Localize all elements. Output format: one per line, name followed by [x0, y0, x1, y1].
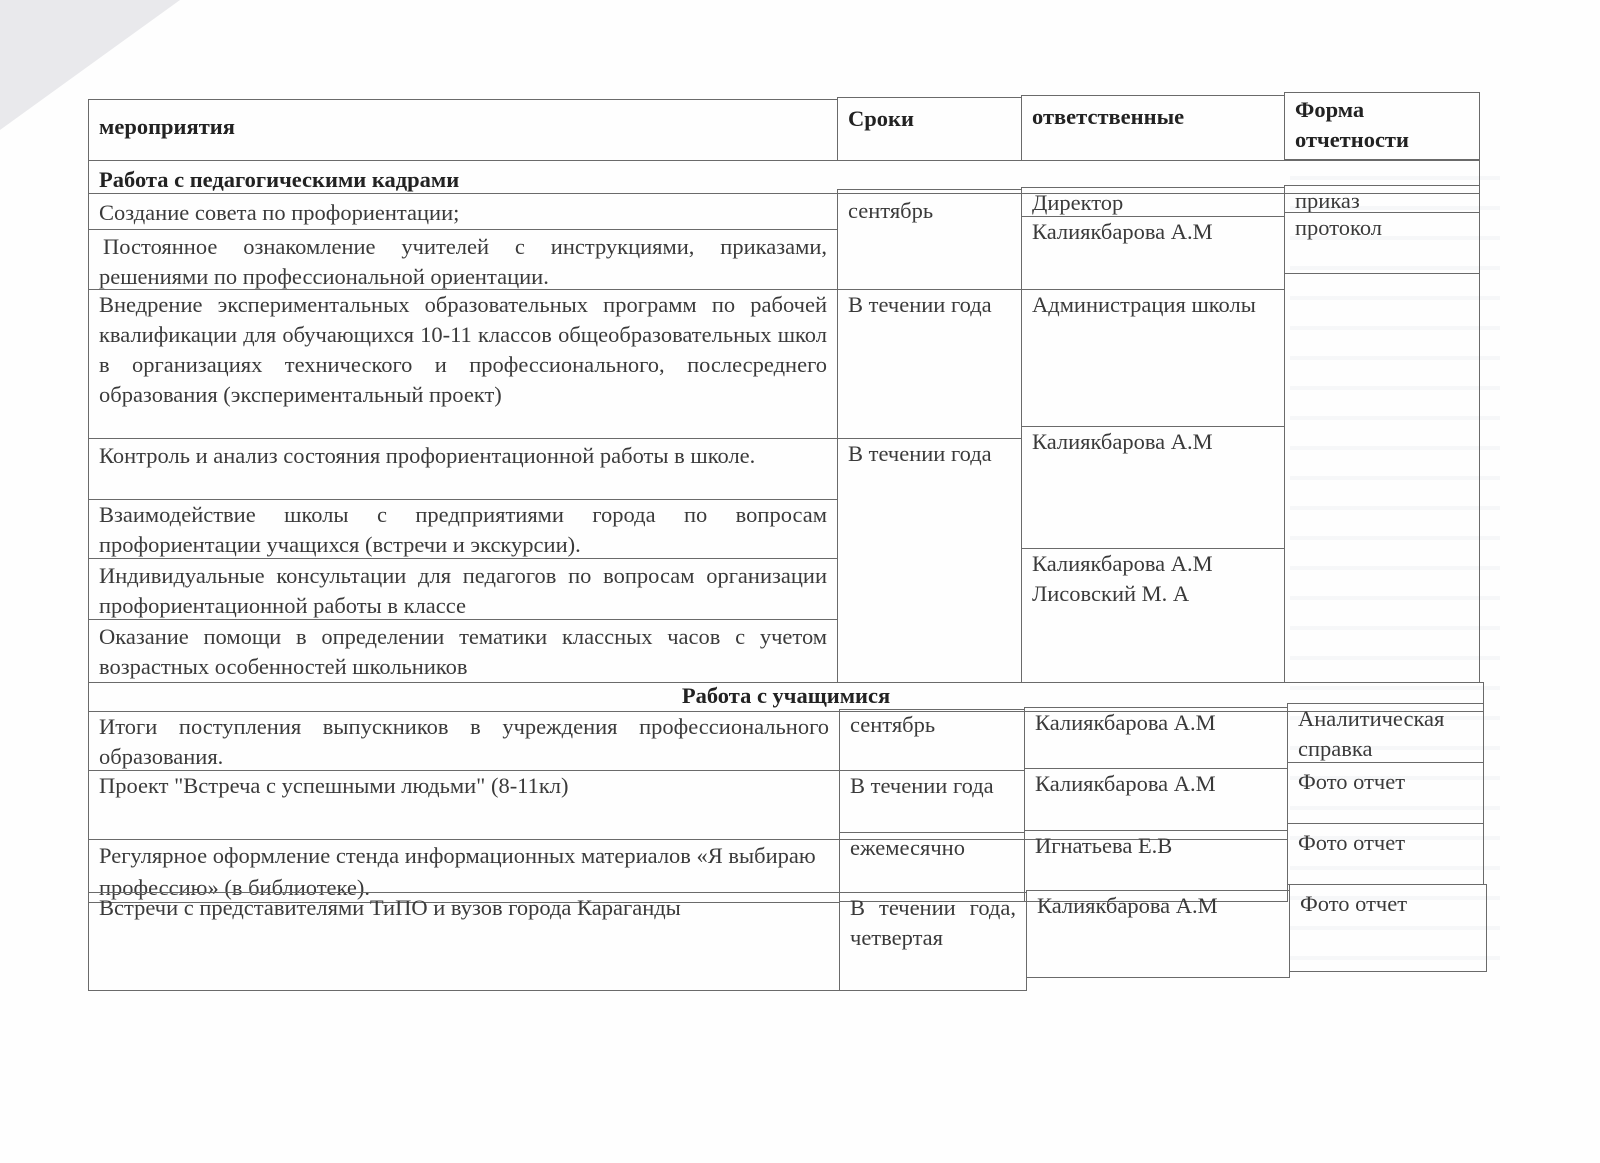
report-cell: Фото отчет: [1289, 884, 1487, 972]
event-row: Оказание помощи в определении тематики классных часов с учетом возрастных особенностей школьников: [88, 619, 838, 683]
header-report-form: Форма отчетности: [1284, 92, 1480, 160]
event-row: Регулярное оформление стенда информационных материалов «Я выбираю профессию» (в библиотеке).: [88, 839, 840, 903]
responsible-name: Калиякбарова А.М: [1032, 551, 1213, 576]
responsible-cell: Директор: [1021, 187, 1285, 217]
responsible-cell: Калиякбарова А.М: [1024, 707, 1288, 769]
event-row: Итоги поступления выпускников в учреждения профессионального образования.: [88, 711, 840, 771]
report-cell: Аналитическая справка: [1287, 703, 1484, 763]
event-row: Проект "Встреча с успешными людьми" (8-11кл): [88, 770, 840, 840]
section-title-teachers: Работа с педагогическими кадрами: [88, 160, 1480, 194]
event-row: Создание совета по профориентации;: [88, 193, 838, 230]
report-cell: Фото отчет: [1287, 823, 1484, 885]
responsible-name: Лисовский М. А: [1032, 581, 1190, 606]
term-cell: сентябрь: [839, 709, 1025, 771]
report-cell: приказ: [1284, 185, 1480, 213]
header-events: мероприятия: [88, 99, 838, 161]
event-row: Встречи с представителями ТиПО и вузов города Караганды: [88, 892, 840, 991]
report-cell-empty: [1284, 273, 1480, 683]
responsible-cell: Администрация школы: [1021, 289, 1285, 427]
header-terms: Сроки: [837, 97, 1022, 161]
term-cell: сентябрь: [837, 189, 1022, 290]
term-cell: В течении года: [839, 770, 1025, 840]
term-cell: ежемесячно: [839, 832, 1025, 902]
header-responsible: ответственные: [1021, 95, 1285, 161]
section-title-students: Работа с учащимися: [88, 682, 1484, 712]
responsible-cell: Калиякбарова А.М: [1026, 890, 1290, 978]
term-cell: В течении года: [837, 289, 1022, 439]
responsible-cell: [1021, 548, 1285, 683]
report-cell: протокол: [1284, 212, 1480, 274]
report-cell: Фото отчет: [1287, 762, 1484, 824]
event-row: Внедрение экспериментальных образовательных программ по рабочей квалификации для обучающихся 10-11 классов общеобразовательных школ в организациях технического и профессионального, послесреднего образования (экспериментальный проект): [88, 289, 838, 439]
event-row: Постоянное ознакомление учителей с инструкциями, приказами, решениями по профессиональной ориентации.: [88, 229, 838, 290]
event-row: Индивидуальные консультации для педагогов по вопросам организации профориентационной работы в классе: [88, 558, 838, 620]
responsible-cell: Калиякбарова А.М: [1024, 768, 1288, 840]
responsible-cell: Калиякбарова А.М: [1021, 426, 1285, 549]
event-row: Контроль и анализ состояния профориентационной работы в школе.: [88, 438, 838, 500]
term-cell: В течении года: [837, 438, 1022, 683]
responsible-cell: Калиякбарова А.М: [1021, 216, 1285, 290]
term-cell: В течении года, четвертая: [839, 892, 1027, 991]
event-row: Взаимодействие школы с предприятиями города по вопросам профориентации учащихся (встречи и экскурсии).: [88, 499, 838, 559]
responsible-cell: Игнатьева Е.В: [1024, 830, 1288, 902]
